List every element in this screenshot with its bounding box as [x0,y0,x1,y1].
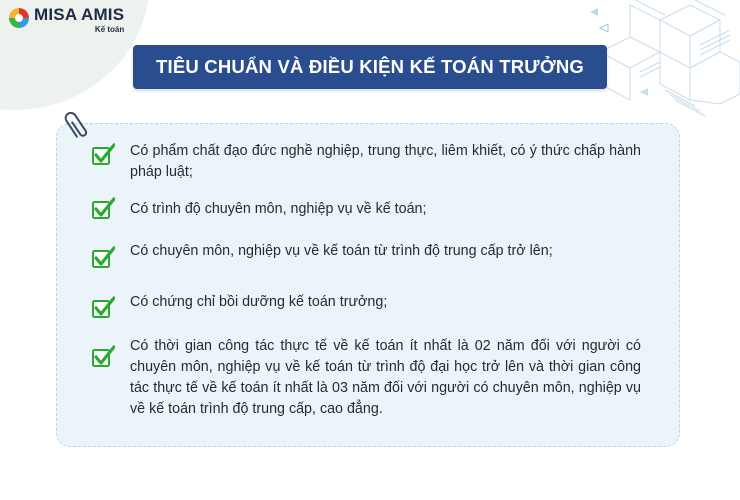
checkmark-icon [91,246,115,270]
misa-amis-logo [8,6,124,34]
brand-subtitle: Kế toán [94,25,125,34]
checkmark-icon [91,296,115,320]
brand-name: MISA AMIS [34,5,125,24]
misa-logo-icon [8,7,30,29]
checkmark-icon [91,345,115,369]
criteria-card [56,123,680,447]
isometric-cube-decoration [590,0,740,125]
criteria-text-4: Có chứng chỉ bồi dưỡng kế toán trưởng; [130,294,388,310]
checkmark-icon [91,143,115,167]
criteria-text-2: Có trình độ chuyên môn, nghiệp vụ về kế toán; [130,201,427,217]
title-banner [133,45,607,89]
paperclip-icon [64,106,90,142]
checkmark-icon [91,197,115,221]
criteria-text-1: Có phẩm chất đạo đức nghề nghiệp, trung thực, liêm khiết, có ý thức chấp hành pháp luật; [130,143,641,180]
page-title: TIÊU CHUẨN VÀ ĐIỀU KIỆN KẾ TOÁN TRƯỞNG [156,56,584,77]
criteria-text-3: Có chuyên môn, nghiệp vụ về kế toán từ trình độ trung cấp trở lên; [130,243,553,259]
criteria-text-5: Có thời gian công tác thực tế về kế toán ít nhất là 02 năm đối với người có chuyên môn, nghiệp vụ về kế toán từ trình độ đại học trở lên và thời gian công tác thực tế về kế toán ít nhất là 03 năm đối với người có chuyên môn, nghiệp vụ về kế toán trình độ trung cấp, cao đẳng. [130,338,641,417]
